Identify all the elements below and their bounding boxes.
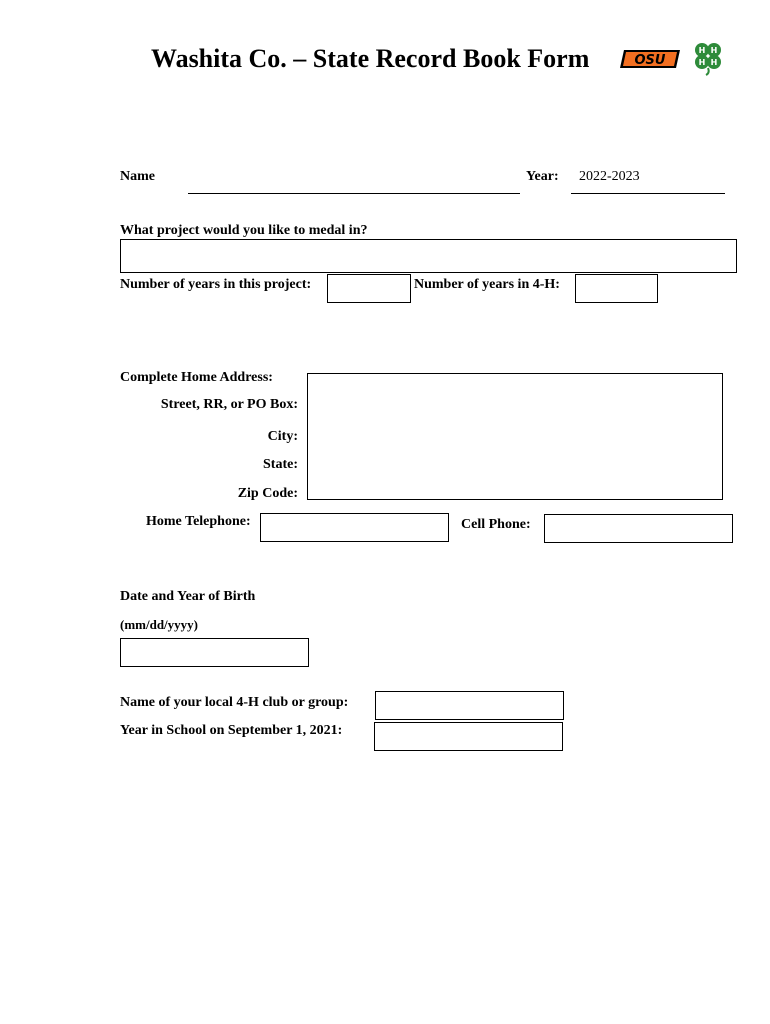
years-4h-label: Number of years in 4-H: <box>414 277 560 292</box>
school-year-field[interactable] <box>374 722 563 751</box>
page-title: Washita Co. – State Record Book Form <box>151 44 590 73</box>
years-project-field[interactable] <box>327 274 411 303</box>
svg-text:H: H <box>710 46 718 55</box>
svg-text:H: H <box>698 46 706 55</box>
clover-logo <box>690 40 726 76</box>
years-project-label: Number of years in this project: <box>120 277 312 292</box>
club-field[interactable] <box>375 691 564 720</box>
street-label: Street, RR, or PO Box: <box>160 397 298 412</box>
svg-text:H: H <box>710 58 718 67</box>
school-year-label: Year in School on September 1, 2021: <box>120 723 343 738</box>
home-phone-field[interactable] <box>260 513 449 542</box>
city-label: City: <box>267 429 298 444</box>
name-field[interactable] <box>188 176 520 194</box>
year-label: Year: <box>526 169 559 184</box>
years-4h-field[interactable] <box>575 274 658 303</box>
year-value: 2022-2023 <box>579 169 640 184</box>
cell-phone-field[interactable] <box>544 514 733 543</box>
state-label: State: <box>263 457 298 472</box>
project-field[interactable] <box>120 239 737 273</box>
dob-label: Date and Year of Birth <box>120 589 256 604</box>
address-field[interactable] <box>307 373 723 500</box>
svg-text:H: H <box>698 58 706 67</box>
project-question: What project would you like to medal in? <box>120 223 368 238</box>
home-phone-label: Home Telephone: <box>146 514 251 529</box>
svg-text:OSU: OSU <box>634 53 666 68</box>
zip-label: Zip Code: <box>237 486 298 501</box>
dob-format: (mm/dd/yyyy) <box>120 617 198 632</box>
osu-logo <box>620 44 684 74</box>
cell-phone-label: Cell Phone: <box>461 517 531 532</box>
year-field[interactable] <box>571 169 725 194</box>
address-label: Complete Home Address: <box>120 370 273 385</box>
dob-field[interactable] <box>120 638 309 667</box>
name-label: Name <box>120 169 155 184</box>
club-label: Name of your local 4-H club or group: <box>120 695 349 710</box>
